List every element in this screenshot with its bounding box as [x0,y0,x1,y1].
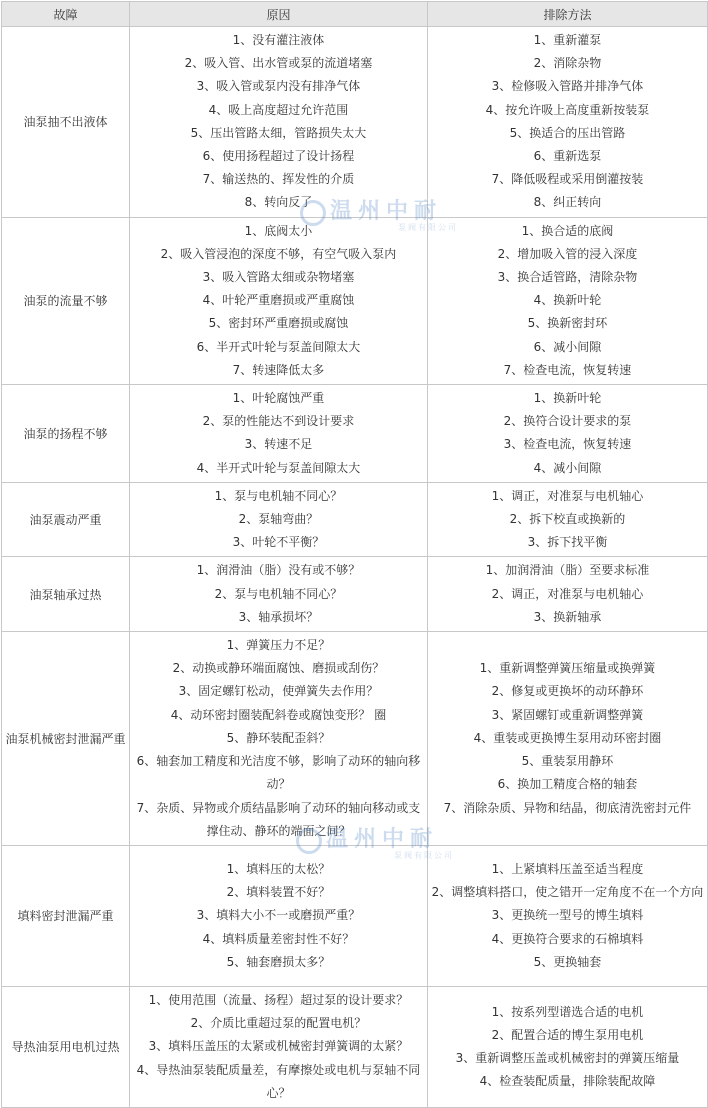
cause-item: 6、轴套加工精度和光洁度不够，影响了动环的轴向移动？ [136,754,421,792]
table-row [2,986,708,1107]
remedy-item: 4、按允许吸上高度重新按装泵 [485,102,650,117]
remedy-item: 6、减小间隙 [533,339,602,354]
remedy-item: 6、换加工精度合格的轴套 [497,777,638,792]
remedy-item: 3、检查电流，恢复转速 [503,437,632,452]
cause-item: 1、叶轮腐蚀严重 [232,391,325,406]
cause-item: 7、输送热的、挥发性的介质 [202,172,355,187]
remedy-item: 4、重装或更换博生泵用动环密封圈 [473,730,662,745]
remedy-item: 1、换合适的底阀 [521,223,614,238]
cause-item: 3、转速不足 [244,437,313,452]
table-body [2,27,708,1108]
remedy-cell [428,217,708,384]
remedy-item: 6、重新选泵 [533,149,602,164]
cause-item: 3、吸入管路太细或杂物堵塞 [202,270,355,285]
cause-cell [130,385,428,483]
cause-item: 3、固定螺钉松动，使弹簧失去作用？ [178,684,379,699]
remedy-item: 8、纠正转向 [533,195,602,210]
remedy-item: 5、重装泵用静环 [521,754,614,769]
cause-item: 2、填料装置不好？ [226,885,331,900]
remedy-item: 2、拆下校直或换新的 [509,512,626,527]
cause-item: 3、吸入管或泵内没有排净气体 [196,79,361,94]
remedy-item: 5、换新密封环 [527,316,608,331]
remedy-item: 7、降低吸程或采用倒灌按装 [491,172,644,187]
table-row [2,217,708,384]
remedy-item: 3、拆下找平衡 [527,535,608,550]
cause-item: 2、泵与电机轴不同心？ [214,586,343,601]
remedy-item: 4、减小间隙 [533,460,602,475]
watermark-name: 温州中耐 [330,198,443,224]
cause-item: 1、填料压的太松？ [226,861,331,876]
cause-cell [130,557,428,632]
cause-item: 5、轴套磨损太多？ [226,954,331,969]
cause-cell [130,845,428,986]
cause-item: 2、动换或静环端面腐蚀、磨损或刮伤？ [172,661,385,676]
cause-item: 3、填料压盖压的太紧或机械密封弹簧调的太紧？ [148,1039,409,1054]
fault-cell: 填料密封泄漏严重 [2,845,130,986]
remedy-item: 4、换新叶轮 [533,293,602,308]
remedy-item: 4、检查装配质量，排除装配故障 [479,1074,656,1089]
cause-item: 5、静环装配歪斜？ [226,730,331,745]
fault-cell: 油泵的扬程不够 [2,385,130,483]
remedy-item: 2、增加吸入管的浸入深度 [497,246,638,261]
remedy-cell [428,385,708,483]
remedy-item: 3、换合适管路，清除杂物 [497,270,638,285]
cause-item: 4、导热油泵装配质量差，有摩擦处或电机与泵轴不同心？ [136,1062,421,1100]
header-cause: 原因 [130,2,428,27]
remedy-item: 5、更换轴套 [533,954,602,969]
cause-item: 4、半开式叶轮与泵盖间隙太大 [196,460,361,475]
fault-cell: 油泵震动严重 [2,482,130,557]
fault-cell: 油泵机械密封泄漏严重 [2,632,130,846]
table-row [2,27,708,218]
remedy-cell [428,845,708,986]
cause-item: 2、泵的性能达不到设计要求 [202,414,355,429]
table-row [2,385,708,483]
remedy-item: 1、按系列型谱选合适的电机 [491,1004,644,1019]
remedy-item: 1、重新灌泵 [533,33,602,47]
cause-item: 3、轴承损坏？ [238,609,319,624]
header-remedy: 排除方法 [428,2,708,27]
remedy-cell [428,27,708,218]
remedy-cell [428,482,708,557]
cause-item: 4、动环密封圈装配斜卷或腐蚀变形？ 圈 [170,707,387,722]
fault-cell: 油泵的流量不够 [2,217,130,384]
remedy-item: 2、调正，对准泵与电机轴心 [491,586,644,601]
cause-item: 1、没有灌注液体 [232,33,325,47]
header-fault: 故障 [2,2,130,27]
remedy-item: 3、换新轴承 [533,609,602,624]
remedy-item: 2、修复或更换坏的动环静环 [491,684,644,699]
watermark-name: 温州中耐 [326,826,439,852]
remedy-item: 2、换符合设计要求的泵 [503,414,632,429]
remedy-item: 2、配置合适的博生泵用电机 [491,1027,644,1042]
remedy-item: 3、检修吸入管路并排净气体 [491,79,644,94]
fault-cell: 导热油泵用电机过热 [2,986,130,1107]
remedy-item: 3、更换统一型号的博生填料 [491,908,644,923]
cause-item: 7、杂质、异物或介质结晶影响了动环的轴向移动或支撑住动、静环的端面之间？ [136,800,421,838]
cause-cell [130,482,428,557]
remedy-item: 1、加润滑油（脂）至要求标准 [485,563,650,578]
fault-cell: 油泵轴承过热 [2,557,130,632]
cause-item: 2、吸入管浸泡的深度不够，有空气吸入泵内 [160,246,397,261]
cause-cell [130,27,428,218]
cause-item: 6、半开式叶轮与泵盖间隙太大 [196,339,361,354]
cause-cell [130,632,428,846]
cause-item: 2、介质比重超过泵的配置电机？ [190,1016,367,1031]
cause-item: 4、吸上高度超过允许范围 [208,102,349,117]
cause-item: 2、吸入管、出水管或泵的流道堵塞 [184,56,373,71]
cause-item: 6、使用扬程超过了设计扬程 [202,149,355,164]
cause-item: 4、叶轮严重磨损或严重腐蚀 [202,293,355,308]
remedy-item: 3、紧固螺钉或重新调整弹簧 [491,707,644,722]
watermark-sub: 泵阀有限公司 [398,223,458,232]
table-row [2,482,708,557]
remedy-item: 7、检查电流，恢复转速 [503,362,632,377]
remedy-item: 2、消除杂物 [533,56,602,71]
cause-item: 3、填料大小不一或磨损严重？ [196,908,361,923]
remedy-item: 7、消除杂质、异物和结晶，彻底清洗密封元件 [443,800,692,815]
remedy-item: 1、上紧填料压盖至适当程度 [491,861,644,876]
cause-item: 7、转速降低太多 [232,362,325,377]
remedy-cell [428,557,708,632]
table-row [2,632,708,846]
remedy-cell [428,632,708,846]
cause-item: 1、润滑油（脂）没有或不够？ [196,563,361,578]
remedy-item: 2、调整填料搭口，使之错开一定角度不在一个方向 [431,885,704,900]
remedy-cell [428,986,708,1107]
remedy-item: 1、换新叶轮 [533,391,602,406]
cause-item: 1、底阀太小 [244,223,313,238]
troubleshooting-table [1,1,708,1108]
watermark-sub: 泵阀有限公司 [394,851,454,860]
remedy-item: 3、重新调整压盖或机械密封的弹簧压缩量 [455,1050,680,1065]
cause-cell [130,217,428,384]
cause-item: 5、密封环严重磨损或腐蚀 [208,316,349,331]
remedy-item: 5、换适合的压出管路 [509,125,626,140]
header-row [2,2,708,27]
remedy-item: 4、更换符合要求的石棉填料 [491,931,644,946]
cause-item: 4、填料质量差密封性不好？ [202,931,355,946]
remedy-item: 1、重新调整弹簧压缩量或换弹簧 [479,661,656,676]
fault-cell: 油泵抽不出液体 [2,27,130,218]
cause-item: 1、弹簧压力不足？ [226,638,331,653]
remedy-item: 1、调正，对准泵与电机轴心 [491,488,644,503]
cause-cell [130,986,428,1107]
table-row [2,845,708,986]
cause-item: 5、压出管路太细，管路损失太大 [190,125,367,140]
cause-item: 8、转向反了 [244,195,313,210]
cause-item: 1、泵与电机轴不同心？ [214,488,343,503]
cause-item: 1、使用范围（流量、扬程）超过泵的设计要求？ [148,992,409,1007]
cause-item: 2、泵轴弯曲？ [238,512,319,527]
cause-item: 3、叶轮不平衡？ [232,535,325,550]
table-row [2,557,708,632]
